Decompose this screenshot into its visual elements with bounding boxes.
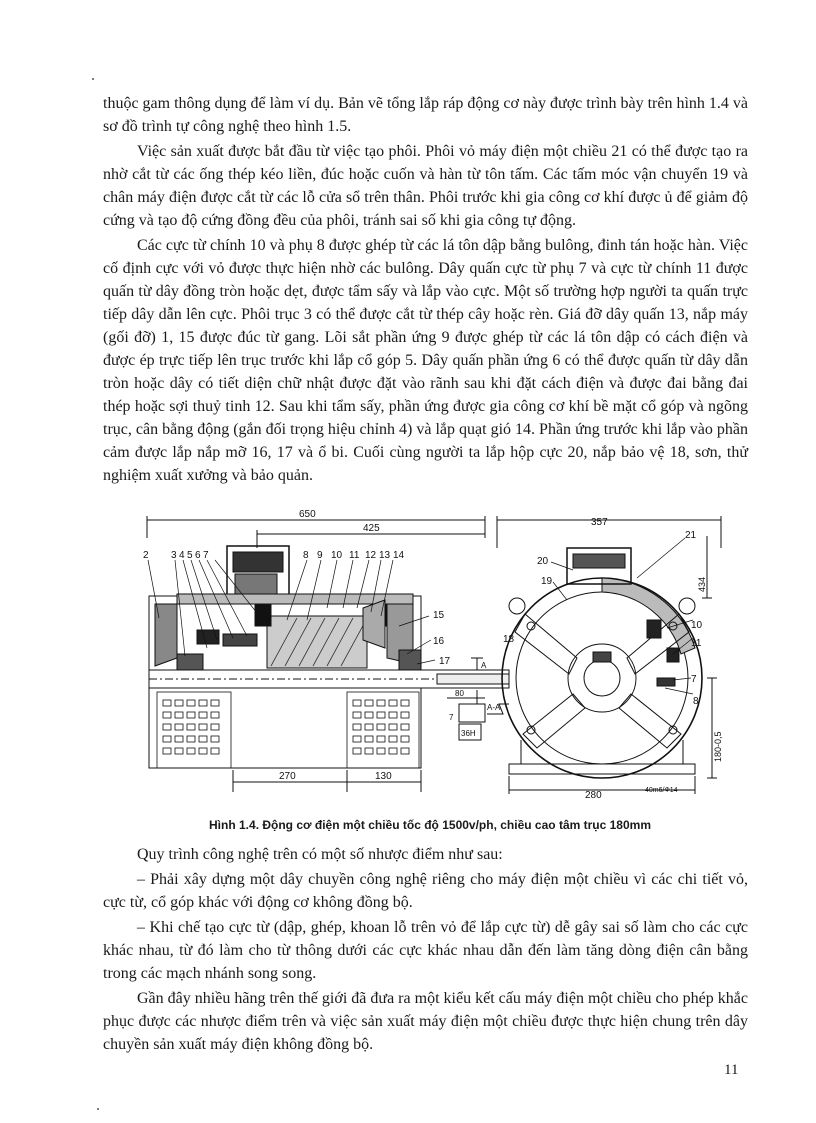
paragraph: Việc sản xuất được bắt đầu từ việc tạo phôi. Phôi vỏ máy điện một chiều 21 có thể được tạo ra nhờ cắt từ các ống thép kéo liền, đúc hoặc cuốn và hàn từ tôn tấm. Các tấm móc vận chuyển 19 và chân máy điện được cắt từ các lỗ cửa sổ trên thân. Phôi trước khi gia công cơ khí được ủ để giảm độ cứng và tạo độ cứng đồng đều của phôi, tránh sai số khi gia công tự động. — [103, 143, 748, 229]
motor-foot — [509, 764, 695, 774]
paragraph: Quy trình công nghệ trên có một số nhược điểm như sau: — [137, 846, 503, 863]
scan-speck — [97, 1108, 99, 1110]
dim-label: 425 — [363, 523, 380, 534]
part-label: 18 — [503, 634, 515, 645]
part-label: 8 — [303, 550, 309, 561]
part-label: 11 — [691, 638, 702, 649]
scan-speck — [92, 78, 94, 80]
dim-label: 180-0,5 — [713, 731, 723, 762]
section-label: A — [481, 661, 487, 670]
part-label: 9 — [317, 550, 323, 561]
part-label: 17 — [439, 656, 451, 667]
part-label: 21 — [685, 530, 697, 541]
paragraph: – Khi chế tạo cực từ (dập, ghép, khoan lỗ trên vỏ để lắp cực từ) dễ gây sai số làm cho các cực khác nhau, từ đó làm cho từ thông dưới các cực khác nhau dẫn đến làm tăng dòng điện cân bằng trong các mạch nhánh song song. — [103, 919, 748, 982]
paragraph: Gần đây nhiều hãng trên thế giới đã đưa ra một kiểu kết cấu máy điện một chiều cho phép khắc phục được các nhược điểm trên và việc sản xuất máy điện một chiều được thực hiện chung trên dây chuyền sản xuất máy điện không đồng bộ. — [103, 990, 748, 1053]
paragraph: – Phải xây dựng một dây chuyền công nghệ riêng cho máy điện một chiều vì các chi tiết vỏ, cực từ, cổ góp khác với động cơ không đồng bộ. — [103, 871, 748, 911]
part-label: 10 — [691, 620, 703, 631]
part-label: 14 — [393, 550, 405, 561]
part-label: 8 — [693, 696, 699, 707]
part-label: 7 — [203, 550, 209, 561]
part-label: 13 — [379, 550, 391, 561]
dim-label: 40m6/Ф14 — [645, 787, 678, 794]
dim-label: 650 — [299, 509, 316, 520]
dim-label: 434 — [697, 576, 707, 592]
motor-drawing — [137, 508, 727, 804]
section-label: 36H — [461, 729, 476, 738]
part-label: 15 — [433, 610, 445, 621]
dim-label: 357 — [591, 517, 608, 528]
dim-label: 130 — [375, 771, 392, 782]
part-label: 4 — [179, 550, 185, 561]
part-label: 10 — [331, 550, 343, 561]
part-label: 20 — [537, 556, 549, 567]
part-label: 12 — [365, 550, 377, 561]
paragraph: Các cực từ chính 10 và phụ 8 được ghép từ các lá tôn dập bằng bulông, đinh tán hoặc hàn. Việc cố định cực với vỏ được thực hiện nhờ các bulông. Dây quấn cực từ phụ 7 và cực từ chính 11 được quấn từ dây đồng tròn hoặc dẹt, được tẩm sấy và lắp vào cực. Một số trường hợp người ta quấn trực tiếp dây dẫn lên cực. Phôi trục 3 có thể được cắt từ thép cây hoặc rèn. Giá đỡ dây quấn 13, nắp máy (gối đỡ) 1, 15 được đúc từ gang. Lõi sắt phần ứng 9 được ghép từ các lá tôn dập có cách điện và được ép trực tiếp lên trục trước khi lắp cổ góp 5. Dây quấn phần ứng 6 có thể được quấn từ dây dẫn tròn hoặc dây có tiết diện chữ nhật được đặt vào rãnh sau khi đặt cách điện và được đai bằng đai thép hoặc sợi thuỷ tinh 12. Sau khi tẩm sấy, phần ứng được gia công cơ khí bề mặt cổ góp và ngõng trục, cân bằng động (gắn đối trọng hiệu chỉnh 4) và lắp quạt gió 14. Phần ứng trước khi lắp vào phần cảm được lắp nắp mỡ 16, 17 và ổ bi. Cuối cùng người ta lắp hộp cực 20, nắp bảo vệ 18, sơn, thử nghiệm xuất xưởng và bảo quản. — [103, 237, 748, 484]
section-label: A-A — [487, 703, 501, 712]
part-label: 5 — [187, 550, 193, 561]
dim-label: 280 — [585, 790, 602, 801]
motor-assembly-figure — [137, 508, 727, 804]
bottom-text-block — [103, 843, 748, 1058]
dim-label: 270 — [279, 771, 296, 782]
figure-caption: Hình 1.4. Động cơ điện một chiều tốc độ 1500v/ph, chiều cao tâm trục 180mm — [209, 818, 651, 832]
part-label: 11 — [349, 550, 360, 561]
section-label: 7 — [449, 713, 454, 722]
paragraph: thuộc gam thông dụng để làm ví dụ. Bản vẽ tổng lắp ráp động cơ này được trình bày trên hình 1.4 và sơ đồ trình tự công nghệ theo hình 1.5. — [103, 95, 749, 135]
top-text-block — [103, 92, 748, 489]
part-label: 3 — [171, 550, 177, 561]
part-label: 6 — [195, 550, 201, 561]
part-label: 16 — [433, 636, 445, 647]
page-number: 11 — [724, 1062, 739, 1078]
part-label: 7 — [691, 674, 697, 685]
part-label: 2 — [143, 550, 149, 561]
part-label: 19 — [541, 576, 553, 587]
section-label: 80 — [455, 689, 464, 698]
